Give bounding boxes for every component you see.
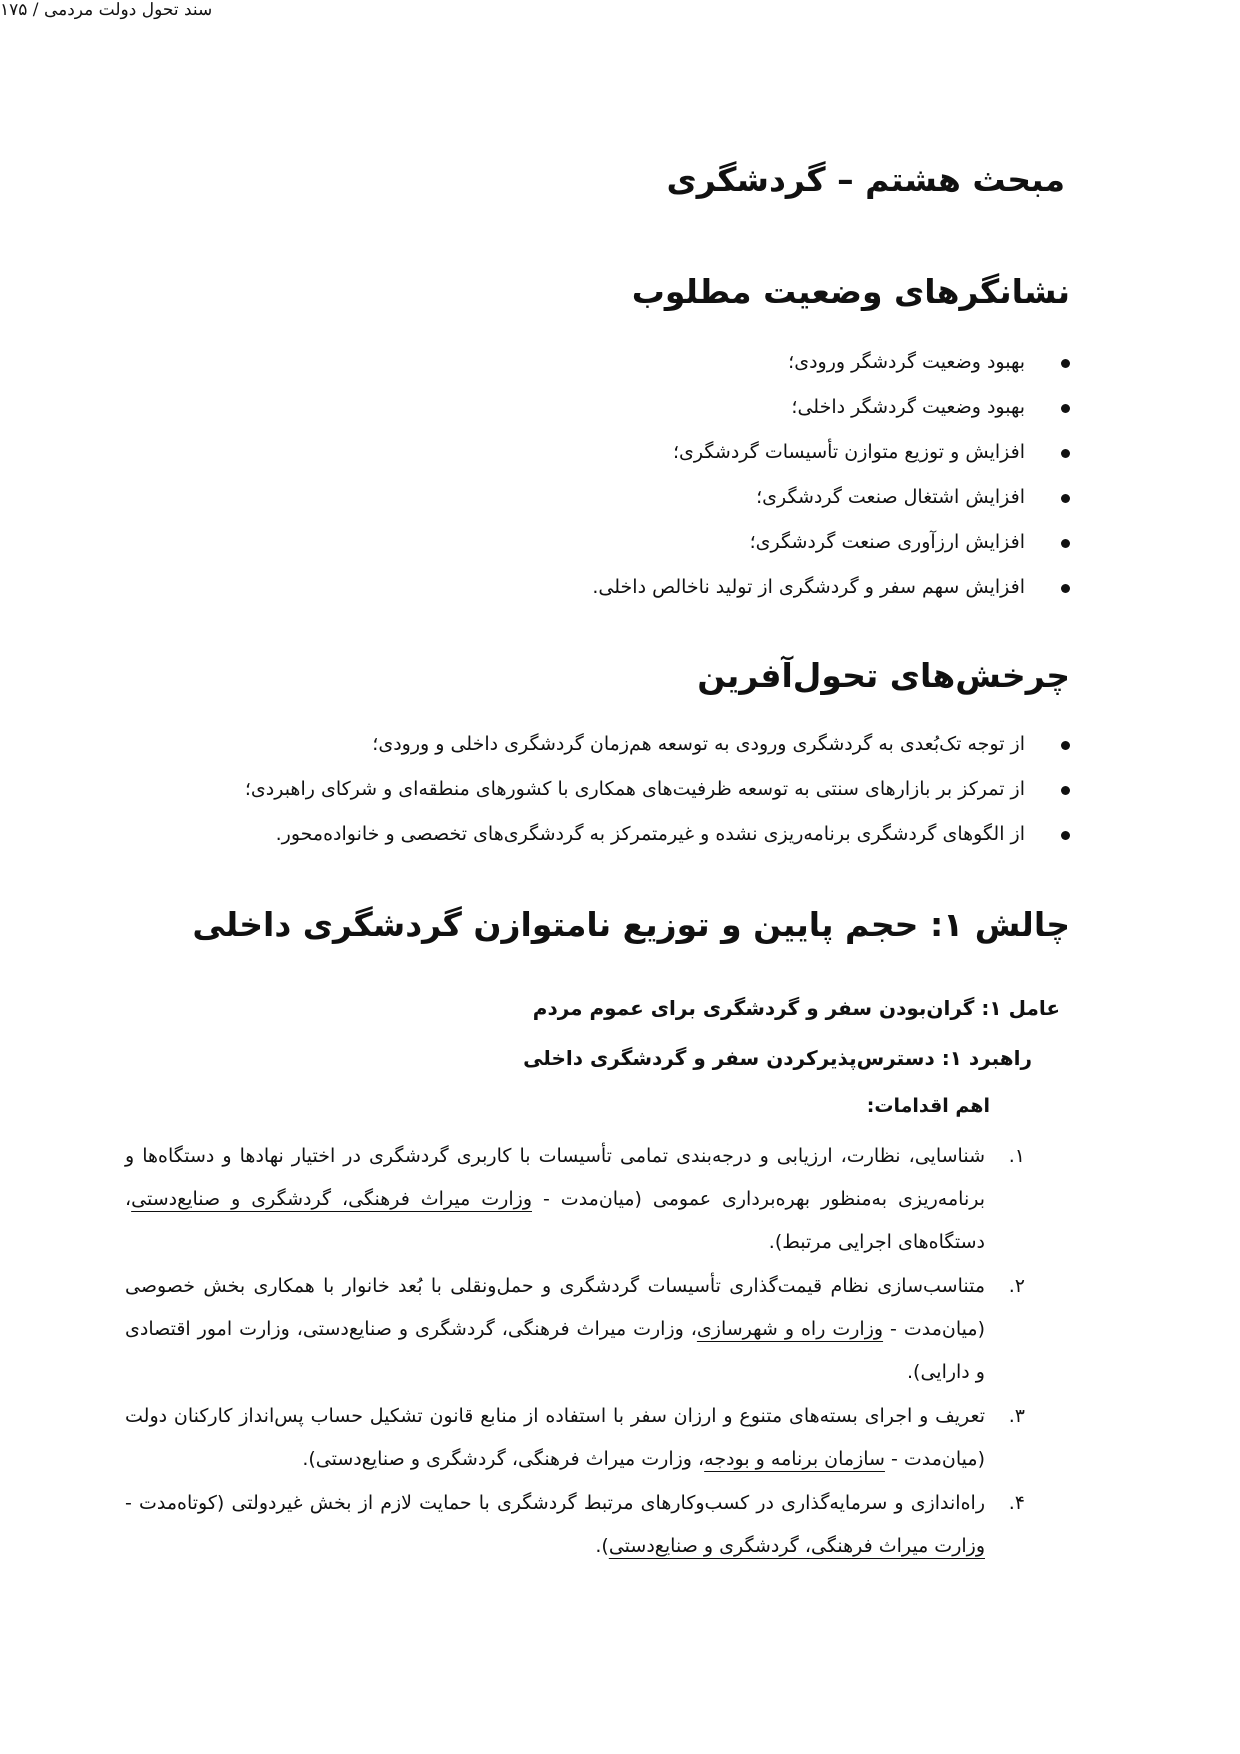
bullet-icon: [1061, 786, 1070, 795]
running-header: سند تحول دولت مردمی / ۱۷۵: [0, 0, 213, 20]
actions-heading: اهم اقدامات:: [866, 1095, 990, 1117]
action-item: ۱. شناسایی، نظارت، ارزیابی و درجه‌بندی تمامی تأسیسات با کاربری گردشگری در اختیار نهادها و دستگاه‌ها و برنامه‌ریزی به‌منظور بهره‌برداری عمومی (میان‌مدت - وزارت میراث فرهنگی، گردشگری و صنایع‌دستی، دستگاه‌های اجرایی مرتبط).: [125, 1145, 1025, 1253]
bullet-icon: [1061, 404, 1070, 413]
action-item: ۳. تعریف و اجرای بسته‌های متنوع و ارزان سفر با استفاده از منابع قانون تشکیل حساب پس‌انداز کارکنان دولت (میان‌مدت - سازمان برنامه و بودجه، وزارت میراث فرهنگی، گردشگری و صنایع‌دستی).: [125, 1405, 1025, 1470]
shifts-heading: چرخش‌های تحول‌آفرین: [697, 656, 1070, 695]
chapter-title: مبحث هشتم – گردشگری: [666, 160, 1065, 199]
indicators-list: [592, 340, 1070, 610]
indicators-heading: نشانگرهای وضعیت مطلوب: [631, 272, 1070, 311]
list-item: از توجه تک‌بُعدی به گردشگری ورودی به توسعه هم‌زمان گردشگری داخلی و ورودی؛: [245, 722, 1070, 767]
bullet-icon: [1061, 831, 1070, 840]
list-item: افزایش سهم سفر و گردشگری از تولید ناخالص داخلی.: [592, 565, 1070, 610]
responsible-agency: سازمان برنامه و بودجه: [704, 1448, 885, 1470]
bullet-icon: [1061, 741, 1070, 750]
list-item: افزایش اشتغال صنعت گردشگری؛: [592, 475, 1070, 520]
factor-heading: عامل ۱: گران‌بودن سفر و گردشگری برای عموم مردم: [532, 996, 1060, 1020]
list-item: بهبود وضعیت گردشگر داخلی؛: [592, 385, 1070, 430]
bullet-icon: [1061, 494, 1070, 503]
list-item: افزایش ارزآوری صنعت گردشگری؛: [592, 520, 1070, 565]
responsible-agency: وزارت راه و شهرسازی: [696, 1318, 884, 1340]
action-item: ۴. راه‌اندازی و سرمایه‌گذاری در کسب‌وکارهای مرتبط گردشگری با حمایت لازم از بخش غیردولتی (کوتاه‌مدت - وزارت میراث فرهنگی، گردشگری و صنایع‌دستی).: [125, 1492, 1025, 1557]
action-item: ۲. متناسب‌سازی نظام قیمت‌گذاری تأسیسات گردشگری و حمل‌ونقلی با بُعد خانوار با همکاری بخش خصوصی (میان‌مدت - وزارت راه و شهرسازی، وزارت میراث فرهنگی، گردشگری و صنایع‌دستی، وزارت امور اقتصادی و دارایی).: [125, 1275, 1025, 1383]
bullet-icon: [1061, 584, 1070, 593]
challenge-heading: چالش ۱: حجم پایین و توزیع نامتوازن گردشگری داخلی: [192, 905, 1070, 944]
strategy-heading: راهبرد ۱: دسترس‌پذیرکردن سفر و گردشگری داخلی: [523, 1046, 1032, 1070]
list-item: افزایش و توزیع متوازن تأسیسات گردشگری؛: [592, 430, 1070, 475]
list-item: از تمرکز بر بازارهای سنتی به توسعه ظرفیت‌های همکاری با کشورهای منطقه‌ای و شرکای راهبردی؛: [245, 767, 1070, 812]
shifts-list: [245, 722, 1070, 857]
bullet-icon: [1061, 449, 1070, 458]
bullet-icon: [1061, 539, 1070, 548]
bullet-icon: [1061, 359, 1070, 368]
list-item: از الگوهای گردشگری برنامه‌ریزی نشده و غیرمتمرکز به گردشگری‌های تخصصی و خانواده‌محور.: [245, 812, 1070, 857]
list-item: بهبود وضعیت گردشگر ورودی؛: [592, 340, 1070, 385]
actions-list: [125, 1135, 1025, 1569]
responsible-agency: وزارت میراث فرهنگی، گردشگری و صنایع‌دستی: [131, 1188, 532, 1210]
responsible-agency: وزارت میراث فرهنگی، گردشگری و صنایع‌دستی: [608, 1535, 985, 1557]
